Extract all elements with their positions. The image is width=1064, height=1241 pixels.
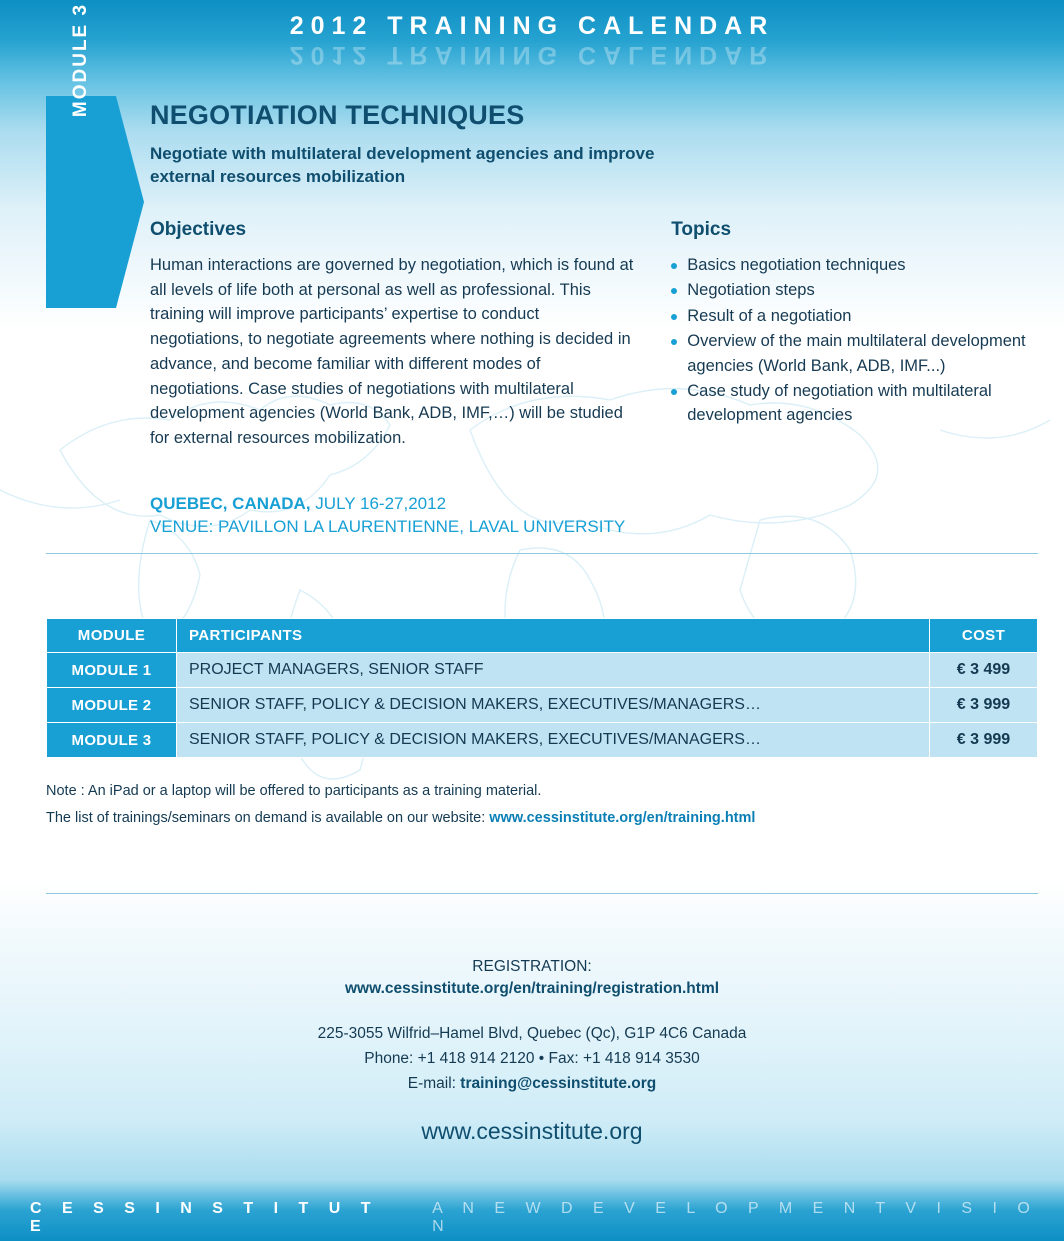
- course-subtitle: Negotiate with multilateral development agencies and improve external resources mobilization: [150, 144, 655, 186]
- phone-line: Phone: +1 418 914 2120 • Fax: +1 418 914 3530: [364, 1049, 700, 1067]
- topics-column: [671, 219, 1040, 451]
- list-item: Overview of the main multilateral development agencies (World Bank, ADB, IMF...): [671, 329, 1040, 378]
- email-label: E-mail:: [407, 1074, 461, 1092]
- notes-block: [46, 778, 1038, 832]
- column-header-participants: PARTICIPANTS: [177, 619, 930, 653]
- cell-cost: € 3 499: [930, 653, 1038, 688]
- bottom-bar: [0, 1195, 1064, 1241]
- topics-heading: Topics: [671, 218, 732, 240]
- note-material: Note : An iPad or a laptop will be offered to participants as a training material.: [46, 783, 542, 799]
- objectives-heading: Objectives: [150, 218, 247, 240]
- divider-bottom: [46, 893, 1038, 894]
- brand-name: C E S S I N S T I T U T E: [30, 1200, 379, 1235]
- cell-module: MODULE 3: [47, 723, 177, 758]
- cell-module: MODULE 2: [47, 688, 177, 723]
- module-tab-label: MODULE 3: [70, 2, 91, 118]
- registration-label: REGISTRATION:: [472, 958, 592, 975]
- cell-cost: € 3 999: [930, 688, 1038, 723]
- email-line: [0, 1072, 1064, 1097]
- cell-participants: SENIOR STAFF, POLICY & DECISION MAKERS, EXECUTIVES/MANAGERS…: [177, 688, 930, 723]
- objectives-column: [150, 219, 635, 451]
- column-header-cost: COST: [930, 619, 1038, 653]
- page-title-reflection: 2012 TRAINING CALENDAR: [289, 41, 775, 69]
- website-url[interactable]: www.cessinstitute.org: [421, 1118, 643, 1145]
- address-line: 225-3055 Wilfrid–Hamel Blvd, Quebec (Qc), G1P 4C6 Canada: [317, 1025, 747, 1042]
- location-city: QUEBEC, CANADA,: [150, 493, 311, 513]
- list-item: Case study of negotiation with multilateral development agencies: [671, 379, 1040, 428]
- cell-participants: PROJECT MANAGERS, SENIOR STAFF: [177, 653, 930, 688]
- topics-list: [671, 253, 1040, 428]
- cell-participants: SENIOR STAFF, POLICY & DECISION MAKERS, EXECUTIVES/MANAGERS…: [177, 723, 930, 758]
- location-dates: JULY 16-27,2012: [310, 493, 447, 513]
- email-address[interactable]: training@cessinstitute.org: [460, 1074, 657, 1092]
- registration-url[interactable]: www.cessinstitute.org/en/training/registration.html: [344, 980, 720, 997]
- brand-tagline: A N E W D E V E L O P M E N T V I S I O N: [432, 1200, 1038, 1235]
- footer-block: [0, 958, 1064, 1145]
- location-block: [150, 493, 1040, 539]
- training-list-link[interactable]: www.cessinstitute.org/en/training.html: [489, 809, 756, 826]
- page-title: 2012 TRAINING CALENDAR: [289, 12, 775, 40]
- venue: VENUE: PAVILLON LA LAURENTIENNE, LAVAL UNIVERSITY: [150, 516, 626, 536]
- contact-info: [0, 1022, 1064, 1096]
- main-content: [150, 100, 1040, 539]
- list-item: Basics negotiation techniques: [671, 253, 1040, 277]
- list-item: Result of a negotiation: [671, 304, 1040, 328]
- table-row: [47, 688, 1038, 723]
- columns: [150, 219, 1040, 451]
- pricing-table: [46, 618, 1038, 758]
- divider-top: [46, 553, 1038, 554]
- note-website: [46, 805, 1038, 832]
- note-website-prefix: The list of trainings/seminars on demand is available on our website:: [46, 809, 490, 826]
- column-header-module: MODULE: [47, 619, 177, 653]
- table-header-row: [47, 619, 1038, 653]
- list-item: Negotiation steps: [671, 278, 1040, 302]
- objectives-text: Human interactions are governed by negotiation, which is found at all levels of life both at personal as well as professional. This training will improve participants’ expertise to conduct negotiations, to negotiate agreements where nothing is decided in advance, and become familiar with different modes of negotiations. Case studies of negotiations with multilateral development agencies (World Bank, ADB, IMF,…) will be studied for external resources mobilization.: [150, 255, 634, 448]
- table-row: [47, 723, 1038, 758]
- cell-module: MODULE 1: [47, 653, 177, 688]
- course-title: NEGOTIATION TECHNIQUES: [150, 100, 525, 130]
- table-row: [47, 653, 1038, 688]
- module-tab: [46, 2, 116, 308]
- cell-cost: € 3 999: [930, 723, 1038, 758]
